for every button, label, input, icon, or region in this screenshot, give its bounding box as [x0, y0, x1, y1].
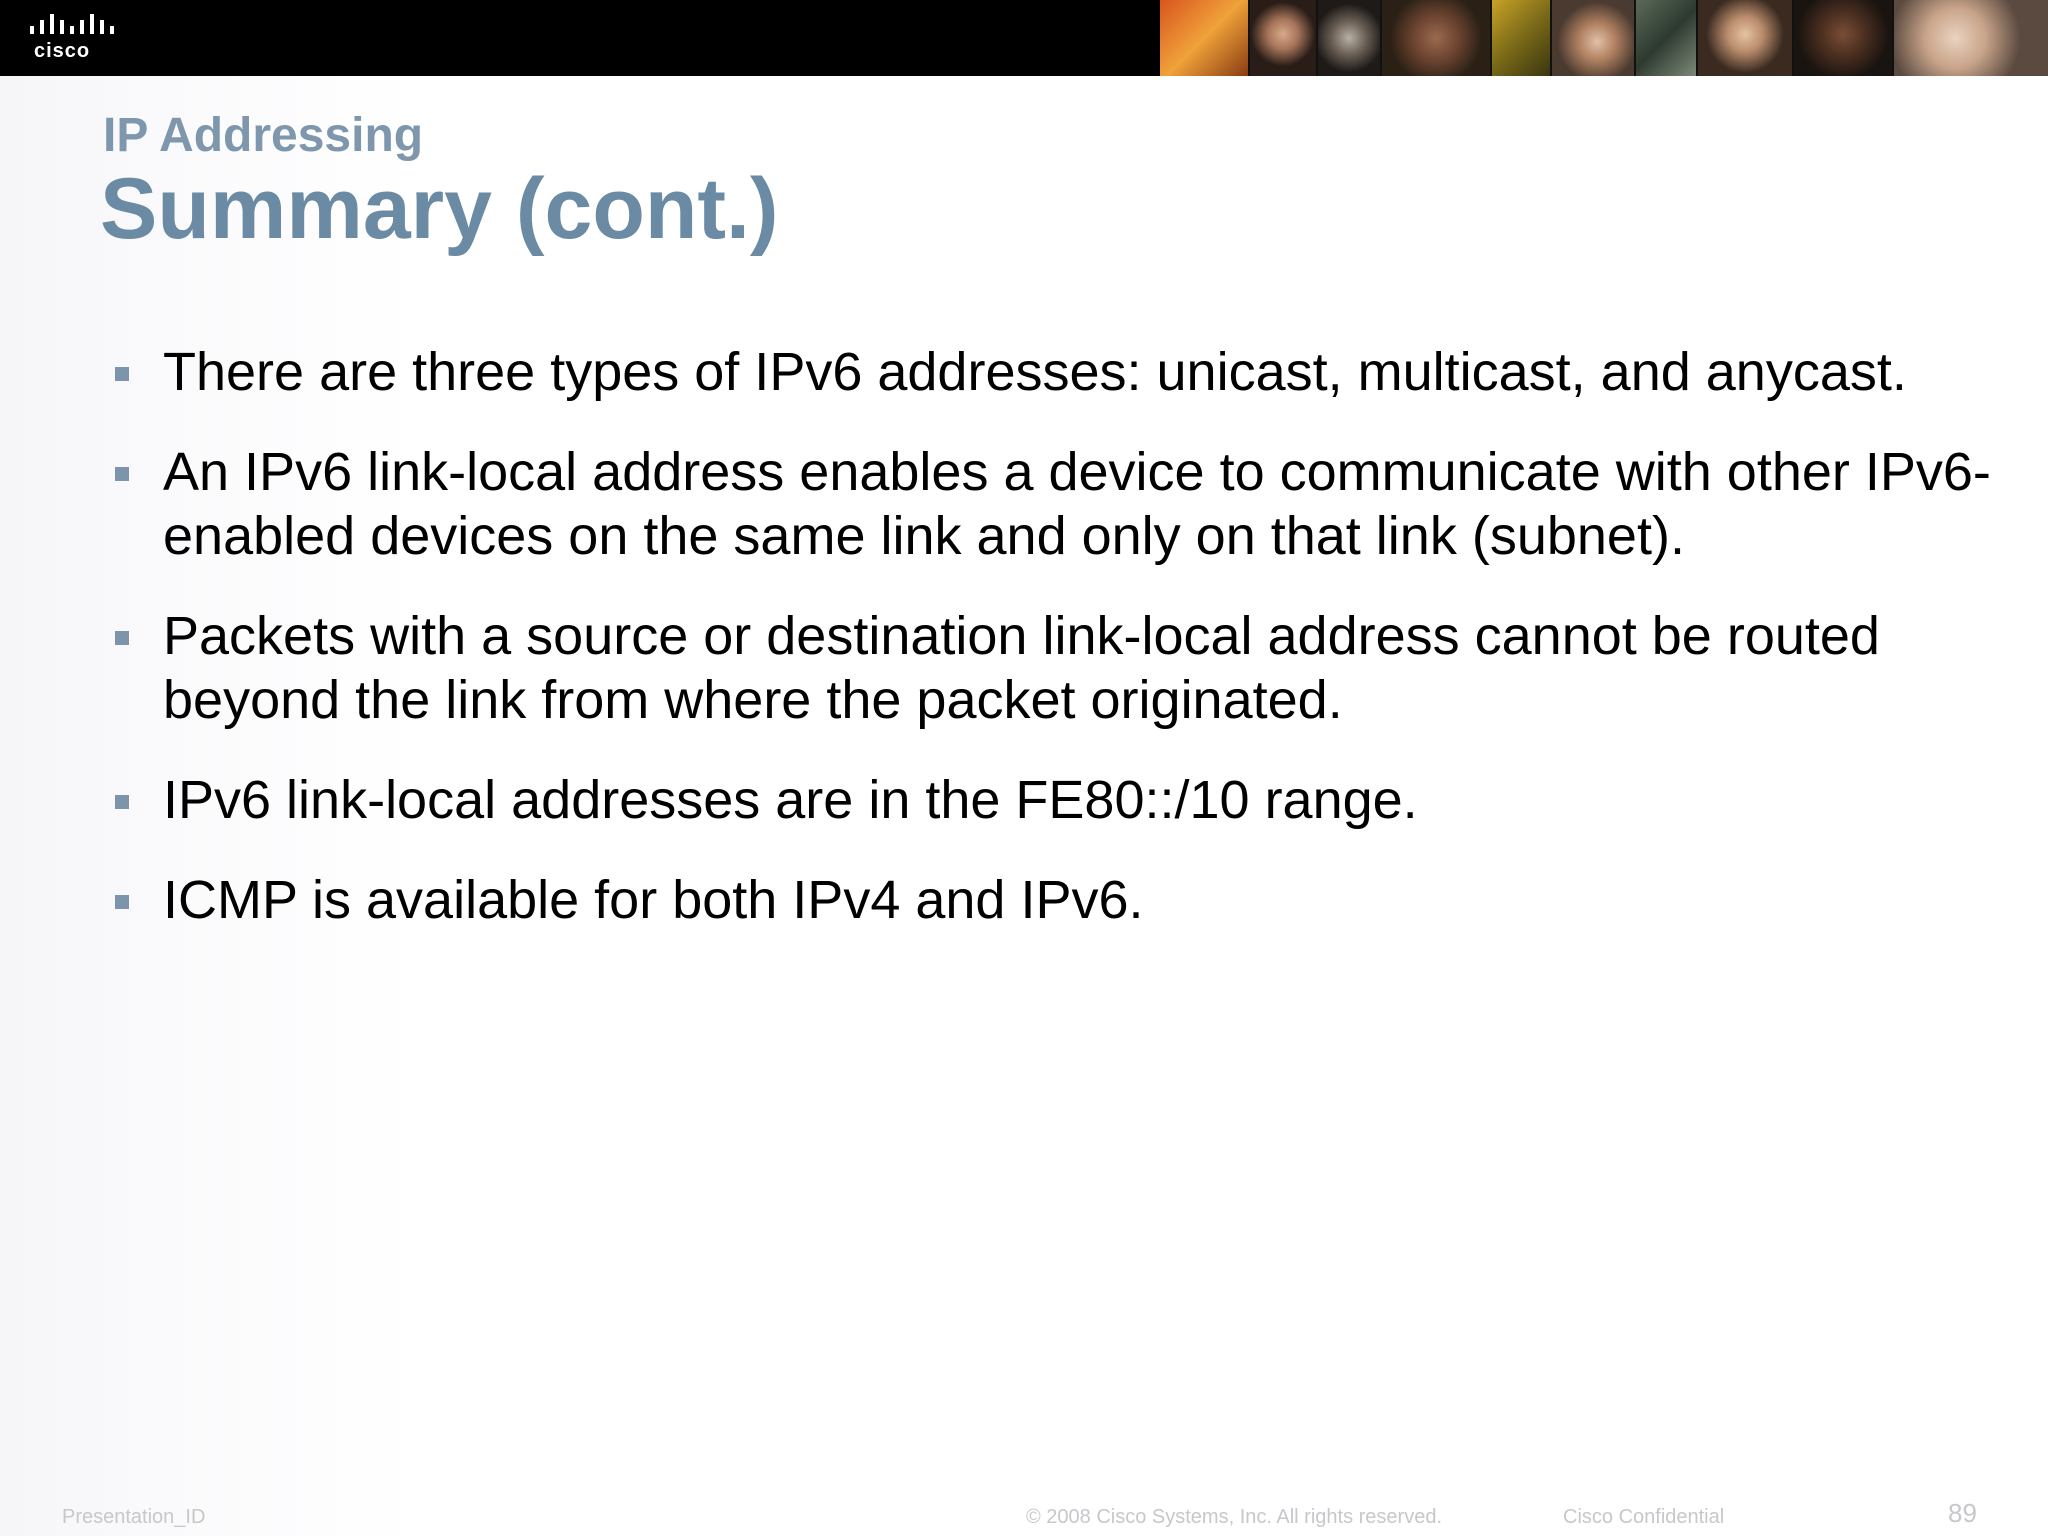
square-bullet-icon [115, 631, 129, 645]
header-photo [1552, 0, 1636, 76]
square-bullet-icon [115, 795, 129, 809]
bullet-text: ICMP is available for both IPv4 and IPv6. [163, 870, 1144, 930]
bullet-item [110, 440, 2010, 568]
footer-copyright: © 2008 Cisco Systems, Inc. All rights reserved. [1026, 1506, 1443, 1528]
header-photo [1636, 0, 1698, 76]
cisco-logo [28, 14, 128, 64]
page-number: 89 [1948, 1498, 1977, 1528]
header-photo [1698, 0, 1794, 76]
bullet-text: IPv6 link-local addresses are in the FE80::/10 range. [163, 770, 1418, 830]
bullet-list [110, 340, 2010, 968]
slide-subtitle: IP Addressing [103, 109, 424, 162]
cisco-logo-bars-icon [30, 14, 114, 38]
header-photo [1160, 0, 1250, 76]
cisco-logo-text: cisco [34, 40, 91, 62]
header-photo-strip [1160, 0, 2048, 76]
slide-title: Summary (cont.) [100, 161, 779, 257]
bullet-item [110, 604, 2010, 732]
bullet-item [110, 868, 2010, 932]
header-photo [1894, 0, 2048, 76]
footer-confidential: Cisco Confidential [1563, 1506, 1725, 1528]
header-photo [1794, 0, 1894, 76]
bullet-item [110, 340, 2010, 404]
bullet-text: Packets with a source or destination link-local address cannot be routed beyond the link from where the packet originated. [163, 606, 1880, 730]
header-bar [0, 0, 2048, 76]
square-bullet-icon [115, 367, 129, 381]
bullet-item [110, 768, 2010, 832]
square-bullet-icon [115, 467, 129, 481]
header-photo [1492, 0, 1552, 76]
header-photo [1382, 0, 1492, 76]
header-photo [1318, 0, 1382, 76]
square-bullet-icon [115, 895, 129, 909]
footer-presentation-id: Presentation_ID [62, 1506, 206, 1528]
bullet-text: There are three types of IPv6 addresses: unicast, multicast, and anycast. [163, 342, 1907, 402]
bullet-text: An IPv6 link-local address enables a device to communicate with other IPv6-enabled devices on the same link and only on that link (subnet). [163, 442, 1991, 566]
header-photo [1250, 0, 1318, 76]
